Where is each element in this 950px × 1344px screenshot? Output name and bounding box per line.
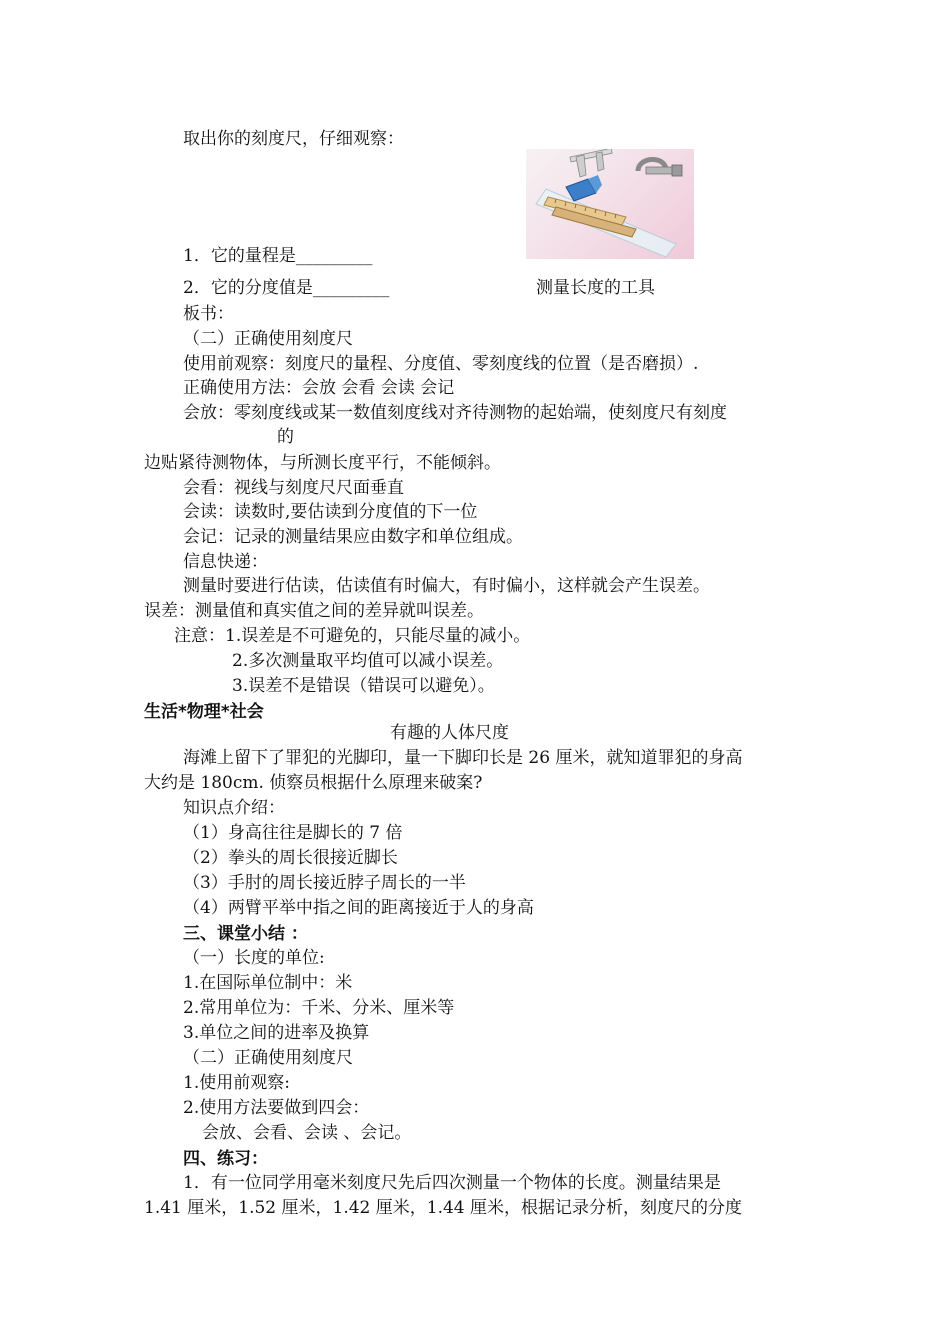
knowledge-item: （2）拳头的周长很接近脚长 <box>183 848 398 868</box>
note-1: 注意：1.误差是不可避免的，只能尽量的减小。 <box>174 626 531 646</box>
ji-text: 会记：记录的测量结果应由数字和单位组成。 <box>183 527 523 547</box>
summary-line: （一）长度的单位: <box>183 948 325 968</box>
question-division-value: 2．它的分度值是_________ <box>183 278 390 298</box>
story-text-1: 海滩上留下了罪犯的光脚印，量一下脚印长是 26 厘米，就知道罪犯的身高 <box>183 748 743 768</box>
info-text-1: 测量时要进行估读，估读值有时偏大，有时偏小，这样就会产生误差。 <box>183 576 710 596</box>
info-text-2: 误差：测量值和真实值之间的差异就叫误差。 <box>144 601 484 621</box>
knowledge-title: 知识点介绍： <box>183 798 285 818</box>
info-title: 信息快递： <box>183 552 268 572</box>
note-2: 2.多次测量取平均值可以减小误差。 <box>232 651 504 671</box>
summary-line: （二）正确使用刻度尺 <box>183 1048 353 1068</box>
exercise-text-1: 1．有一位同学用毫米刻度尺先后四次测量一个物体的长度。测量结果是 <box>183 1173 721 1193</box>
summary-line: 2.常用单位为：千米、分米、厘米等 <box>183 998 455 1018</box>
knowledge-item: （4）两臂平举中指之间的距离接近于人的身高 <box>183 898 534 918</box>
summary-line: 1.使用前观察: <box>183 1073 290 1093</box>
note-3: 3.误差不是错误（错误可以避免）。 <box>232 676 495 696</box>
fang-text-2: 的 <box>277 427 294 447</box>
section-heading: （二）正确使用刻度尺 <box>183 329 353 349</box>
du-text: 会读：读数时,要估读到分度值的下一位 <box>183 502 478 522</box>
story-text-2: 大约是 180cm. 侦察员根据什么原理来破案? <box>144 773 483 793</box>
summary-line: 3.单位之间的进率及换算 <box>183 1023 370 1043</box>
practice-heading: 四、练习： <box>183 1149 268 1169</box>
story-title: 有趣的人体尺度 <box>390 723 509 743</box>
question-range: 1．它的量程是_________ <box>183 246 373 266</box>
observe-text: 使用前观察：刻度尺的量程、分度值、零刻度线的位置（是否磨损）. <box>183 354 699 374</box>
fang-text-1: 会放：零刻度线或某一数值刻度线对齐待测物的起始端，使刻度尺有刻度 <box>183 403 727 423</box>
summary-line: 1.在国际单位制中：米 <box>183 973 353 993</box>
exercise-text-2: 1.41 厘米，1.52 厘米，1.42 厘米，1.44 厘米，根据记录分析，刻度尺的分度 <box>144 1198 743 1218</box>
life-heading: 生活*物理*社会 <box>144 702 264 722</box>
intro-text: 取出你的刻度尺，仔细观察： <box>183 129 404 149</box>
board-label: 板书： <box>183 304 234 324</box>
measuring-tools-illustration <box>526 149 694 259</box>
measuring-tools-photo <box>526 149 694 259</box>
summary-line: 会放、会看、会读 、会记。 <box>202 1123 412 1143</box>
summary-heading: 三、课堂小结 ： <box>183 924 308 944</box>
knowledge-item: （1）身高往往是脚长的 7 倍 <box>183 823 403 843</box>
figure-caption: 测量长度的工具 <box>536 278 655 298</box>
method-text: 正确使用方法：会放 会看 会读 会记 <box>183 378 455 398</box>
fang-text-3: 边贴紧待测物体，与所测长度平行，不能倾斜。 <box>144 453 501 473</box>
knowledge-item: （3）手肘的周长接近脖子周长的一半 <box>183 873 466 893</box>
kan-text: 会看：视线与刻度尺尺面垂直 <box>183 478 404 498</box>
summary-line: 2.使用方法要做到四会： <box>183 1098 370 1118</box>
